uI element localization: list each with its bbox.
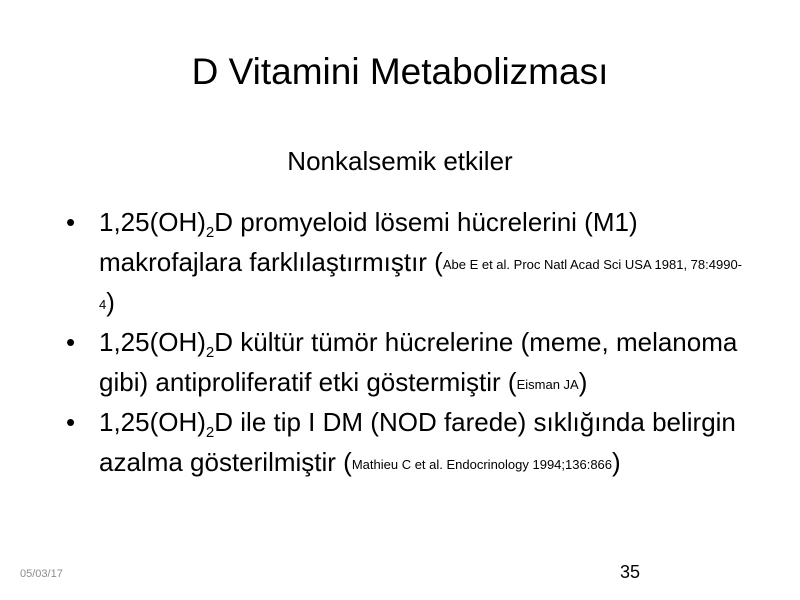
bullet-text: D kültür tümör hücrelerine (meme, melanoma gibi) antiproliferatif etki göstermiştir ( [99,327,738,397]
bullet-citation: Abe E et al. Proc Natl Acad Sci USA 1981, 78:4990-4 [99,257,743,312]
page-number: 35 [620,562,641,582]
bullet-dot-icon: • [66,407,76,437]
bullet-suffix: ) [106,287,115,317]
bullet-item [64,202,744,322]
bullet-prefix: 1,25(OH) [99,407,206,437]
bullet-subscript: 2 [205,224,215,241]
bullet-item [64,322,744,402]
bullet-prefix: 1,25(OH) [99,327,206,357]
bullet-suffix: ) [612,447,621,477]
bullet-subscript: 2 [205,424,215,441]
bullet-list [64,202,744,482]
bullet-prefix: 1,25(OH) [99,207,206,237]
bullet-subscript: 2 [205,344,215,361]
bullet-dot-icon: • [66,327,76,357]
slide-title: D Vitamini Metabolizması [191,51,609,92]
bullet-citation: Eisman JA [516,377,579,392]
bullet-dot-icon: • [66,207,76,237]
bullet-citation: Mathieu C et al. Endocrinology 1994;136:866 [351,457,613,472]
slide-subtitle [0,144,800,178]
bullet-item [64,402,744,482]
subtitle-text: Nonkalsemik etkiler [287,146,513,176]
bullet-suffix: ) [578,367,588,397]
bullet-text: D ile tip I DM (NOD farede) sıklığında belirgin azalma gösterilmiştir ( [99,407,736,477]
footer-date: 05/03/17 [20,568,63,580]
bullet-text: D promyeloid lösemi hücrelerini (M1) makrofajlara farklılaştırmıştır ( [99,207,638,277]
